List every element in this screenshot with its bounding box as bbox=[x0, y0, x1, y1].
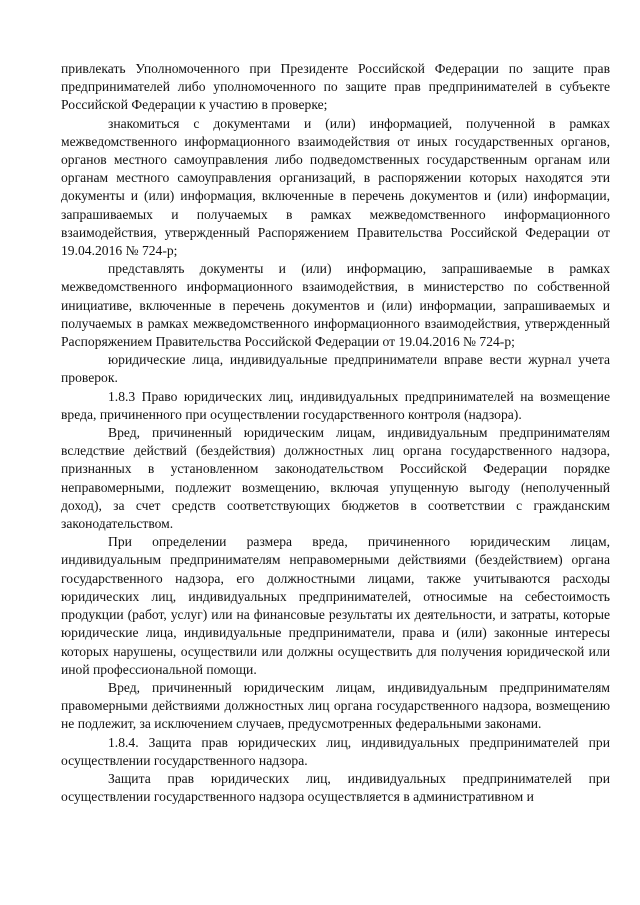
document-page bbox=[61, 60, 610, 806]
paragraph-inspection-participation: привлекать Уполномоченного при Президенте Российской Федерации по защите прав предпринимателей либо уполномоченного по защите прав предпринимателей в субъекте Российской Федерации к участию в проверке; bbox=[61, 61, 610, 113]
section-heading-1-8-3: 1.8.3 Право юридических лиц, индивидуальных предпринимателей на возмещение вреда, причиненного при осуществлении государственного контроля (надзора). bbox=[61, 388, 610, 422]
paragraph-damage-compensation: Вред, причиненный юридическим лицам, индивидуальным предпринимателям вследствие действий (бездействия) должностных лиц органа государственного надзора, признанных в установленном законодательством Российской Федерации порядке неправомерными, подлежит возмещению, включая упущенную выгоду (неполученный доход), за счет средств соответствующих бюджетов в соответствии с гражданским законодательством. bbox=[61, 425, 610, 532]
paragraph-lawful-actions-damage: Вред, причиненный юридическим лицам, индивидуальным предпринимателям правомерными действиями должностных лиц органа государственного надзора, возмещению не подлежит, за исключением случаев, предусмотренных федеральными законами. bbox=[61, 679, 610, 732]
paragraph-damage-calculation: При определении размера вреда, причиненного юридическим лицам, индивидуальным предпринимателям неправомерными действиями (бездействием) органа государственного надзора, его должностными лицами, также учитываются расходы юридических лиц, индивидуальных предпринимателей, относимые на себестоимость продукции (работ, услуг) или на финансовые результаты их деятельности, и затраты, которые юридические лица, индивидуальные предприниматели, права и (или) законные интересы которых нарушены, осуществили или должны осуществить для получения юридической или иной профессиональной помощи. bbox=[61, 534, 610, 677]
paragraph-submit-documents: представлять документы и (или) информацию, запрашиваемые в рамках межведомственного информационного взаимодействия, в министерство по собственной инициативе, включенные в перечень документов и (или) информации, запрашиваемых и получаемых в рамках межведомственного информационного взаимодействия, утвержденный Распоряжением Правительства Российской Федерации от 19.04.2016 № 724-р; bbox=[61, 261, 610, 350]
paragraph-access-documents: знакомиться с документами и (или) информацией, полученной в рамках межведомственного информационного взаимодействия от иных государственных органов, органов местного самоуправления либо подведомственных государственным органам или органам местного самоуправления организаций, в распоряжении которых находятся эти документы и (или) информация, включенные в перечень документов и (или) информации, запрашиваемых и получаемых в рамках межведомственного информационного взаимодействия, утвержденный Распоряжением Правительства Российской Федерации от 19.04.2016 № 724-р; bbox=[61, 115, 610, 259]
section-heading-1-8-4: 1.8.4. Защита прав юридических лиц, индивидуальных предпринимателей при осуществлении государственного надзора. bbox=[61, 734, 610, 768]
paragraph-rights-protection: Защита прав юридических лиц, индивидуальных предпринимателей при осуществлении государственного надзора осуществляется в административном и bbox=[61, 770, 610, 805]
paragraph-inspection-journal: юридические лица, индивидуальные предприниматели вправе вести журнал учета проверок. bbox=[61, 352, 610, 386]
